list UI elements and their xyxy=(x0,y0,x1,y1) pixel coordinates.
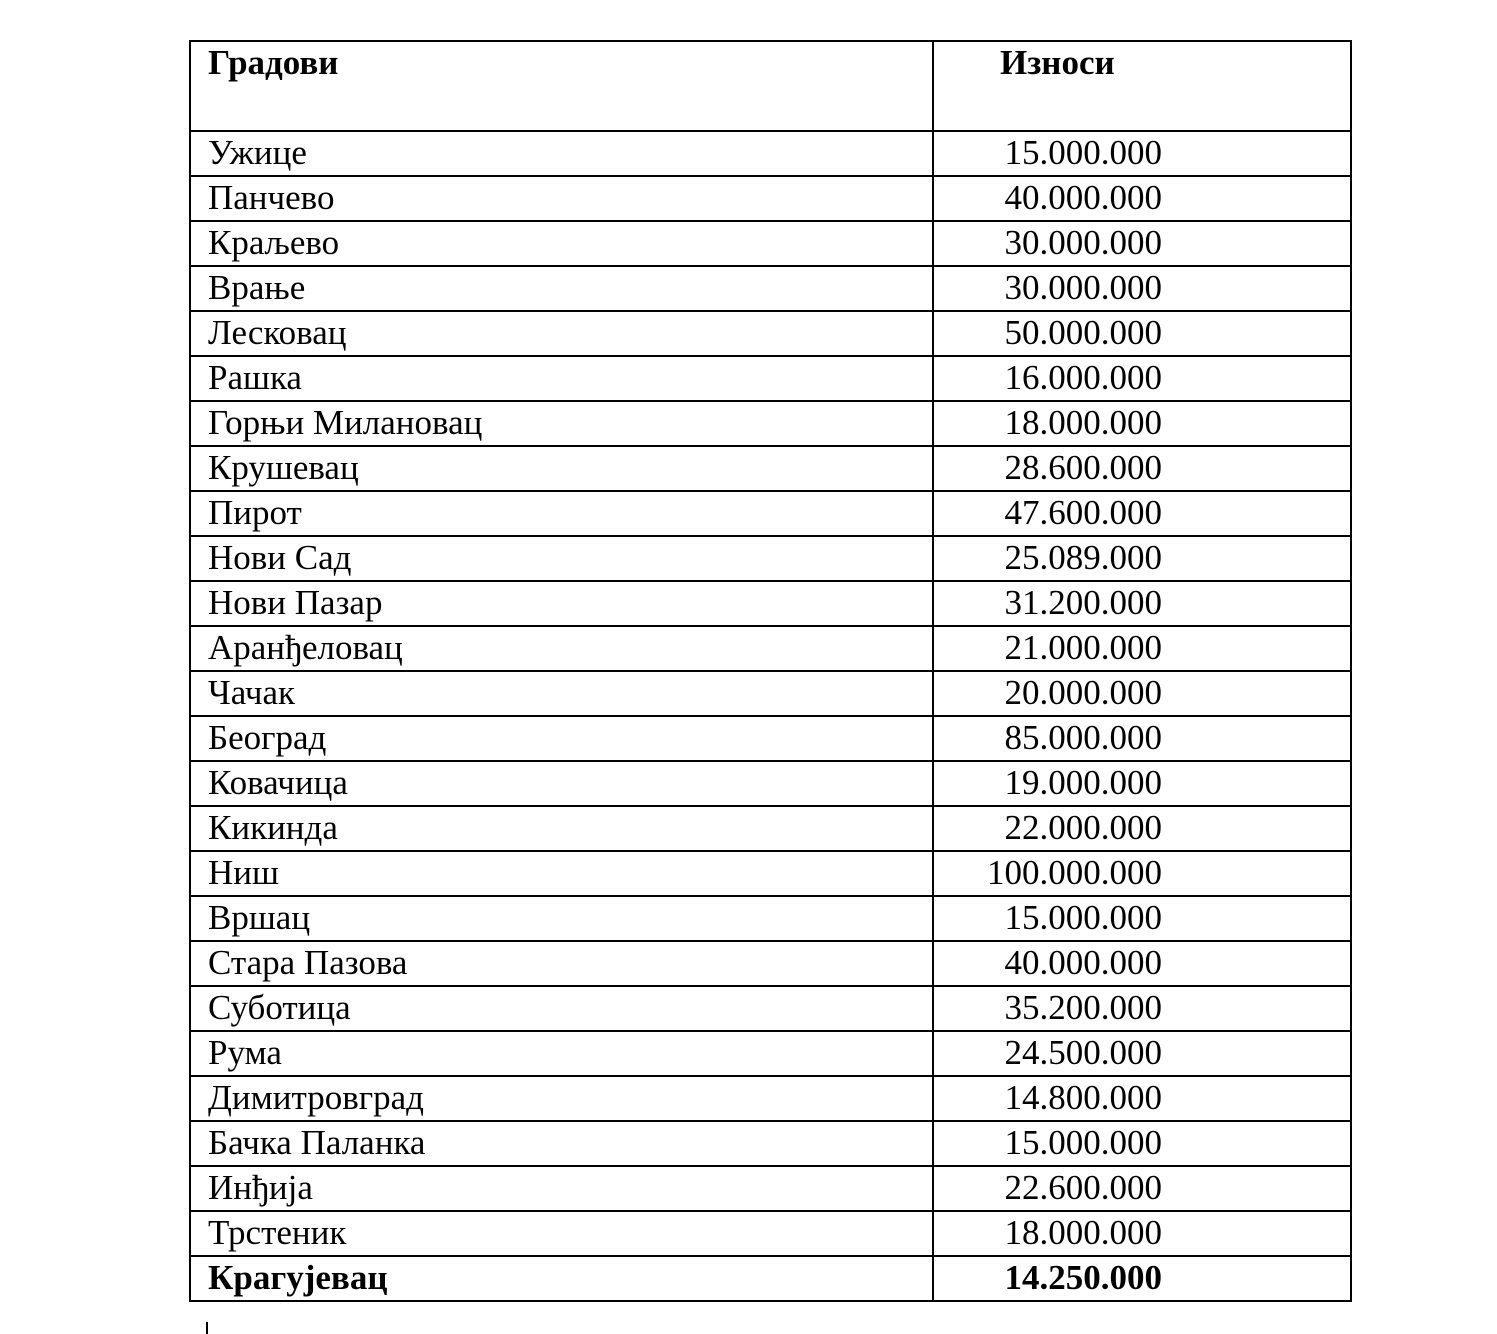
table-row xyxy=(190,851,1351,896)
city-cell: Димитровград xyxy=(190,1076,933,1121)
city-cell: Рашка xyxy=(190,356,933,401)
table-row xyxy=(190,356,1351,401)
city-cell: Лесковац xyxy=(190,311,933,356)
table-row xyxy=(190,716,1351,761)
city-cell: Ужице xyxy=(190,131,933,176)
amount-cell: 21.000.000 xyxy=(1004,628,1162,667)
city-cell: Београд xyxy=(190,716,933,761)
amount-cell: 16.000.000 xyxy=(1004,358,1162,397)
city-cell: Пирот xyxy=(190,491,933,536)
city-cell: Аранђеловац xyxy=(190,626,933,671)
city-cell: Вршац xyxy=(190,896,933,941)
amount-cell: 25.089.000 xyxy=(1004,538,1162,577)
amount-cell: 14.800.000 xyxy=(1004,1078,1162,1117)
amounts-table xyxy=(189,40,1352,1302)
table-row xyxy=(190,1166,1351,1211)
amount-cell: 14.250.000 xyxy=(1004,1258,1162,1297)
city-cell: Трстеник xyxy=(190,1211,933,1256)
table-row xyxy=(190,221,1351,266)
amount-cell: 30.000.000 xyxy=(1004,268,1162,307)
amount-cell: 40.000.000 xyxy=(1004,943,1162,982)
city-cell: Нови Пазар xyxy=(190,581,933,626)
table-row xyxy=(190,311,1351,356)
table-row-highlighted xyxy=(190,1256,1351,1301)
city-cell: Чачак xyxy=(190,671,933,716)
city-cell: Ниш xyxy=(190,851,933,896)
amount-cell: 100.000.000 xyxy=(987,853,1162,892)
header-cities: Градови xyxy=(190,41,933,131)
table-row xyxy=(190,1211,1351,1256)
header-amounts: Износи xyxy=(933,41,1351,131)
table-row xyxy=(190,1076,1351,1121)
city-cell: Стара Пазова xyxy=(190,941,933,986)
table-row xyxy=(190,176,1351,221)
amount-cell: 15.000.000 xyxy=(1004,1123,1162,1162)
table-row xyxy=(190,1031,1351,1076)
table-row xyxy=(190,671,1351,716)
table-header-row xyxy=(190,41,1351,131)
table-row xyxy=(190,806,1351,851)
table-row xyxy=(190,491,1351,536)
amount-cell: 50.000.000 xyxy=(1004,313,1162,352)
city-cell: Рума xyxy=(190,1031,933,1076)
amount-cell: 31.200.000 xyxy=(1004,583,1162,622)
amount-cell: 22.000.000 xyxy=(1004,808,1162,847)
table-row xyxy=(190,986,1351,1031)
amount-cell: 40.000.000 xyxy=(1004,178,1162,217)
table-row xyxy=(190,941,1351,986)
city-cell: Краљево xyxy=(190,221,933,266)
amount-cell: 20.000.000 xyxy=(1004,673,1162,712)
city-cell: Нови Сад xyxy=(190,536,933,581)
amount-cell: 18.000.000 xyxy=(1004,403,1162,442)
table-row xyxy=(190,131,1351,176)
table-row xyxy=(190,536,1351,581)
city-cell: Крагујевац xyxy=(190,1256,933,1301)
amount-cell: 24.500.000 xyxy=(1004,1033,1162,1072)
table-row xyxy=(190,761,1351,806)
amount-cell: 18.000.000 xyxy=(1004,1213,1162,1252)
table-row xyxy=(190,626,1351,671)
city-cell: Бачка Паланка xyxy=(190,1121,933,1166)
city-cell: Крушевац xyxy=(190,446,933,491)
amount-cell: 15.000.000 xyxy=(1004,133,1162,172)
city-cell: Панчево xyxy=(190,176,933,221)
table-row xyxy=(190,1121,1351,1166)
amount-cell: 19.000.000 xyxy=(1004,763,1162,802)
table-row xyxy=(190,266,1351,311)
city-cell: Суботица xyxy=(190,986,933,1031)
table-row xyxy=(190,446,1351,491)
amount-cell: 35.200.000 xyxy=(1004,988,1162,1027)
amount-cell: 30.000.000 xyxy=(1004,223,1162,262)
amount-cell: 47.600.000 xyxy=(1004,493,1162,532)
city-cell: Горњи Милановац xyxy=(190,401,933,446)
city-cell: Инђија xyxy=(190,1166,933,1211)
amount-cell: 15.000.000 xyxy=(1004,898,1162,937)
amount-cell: 85.000.000 xyxy=(1004,718,1162,757)
text-cursor xyxy=(206,1322,208,1334)
table-row xyxy=(190,401,1351,446)
table-row xyxy=(190,896,1351,941)
city-cell: Ковачица xyxy=(190,761,933,806)
amount-cell: 28.600.000 xyxy=(1004,448,1162,487)
amount-cell: 22.600.000 xyxy=(1004,1168,1162,1207)
city-cell: Врање xyxy=(190,266,933,311)
table-row xyxy=(190,581,1351,626)
city-cell: Кикинда xyxy=(190,806,933,851)
